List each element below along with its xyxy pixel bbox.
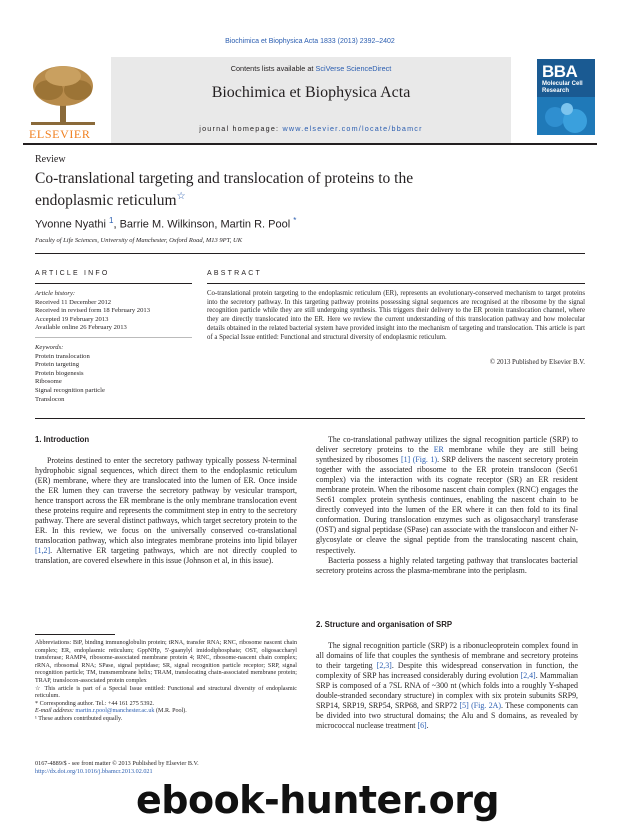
contents-line [111, 64, 511, 73]
sciencedirect-link[interactable]: SciVerse ScienceDirect [315, 64, 392, 73]
special-issue-footnote: ☆ This article is part of a Special Issue entitled: Functional and structural diversity of endoplasmic reticulum. [35, 685, 297, 700]
header-rule [23, 143, 597, 145]
article-history [35, 290, 150, 333]
email-footnote [35, 708, 297, 716]
keyword-item: Protein biogenesis [35, 369, 84, 377]
author-name: Yvonne Nyathi [35, 218, 106, 231]
text-part: . SRP delivers the nascent secretory protein together with the associated ribosome to the ER protein translocon (Sec61 complex) via the interaction with its cognate receptor (SR) an ER resident membrane protein. When the ribosome nascent chain complex (RNC) engages the Sec61 complex protein synthesis continues, enabling the nascent chain to be directly conveyed into the lumen of the ER where it can then fold to its final conformation. During translocation enzymes such as oligosaccharyl transferase (OST) and signal peptidase (SPase) can associate with the translocon and either N-glycosylate or cleave the signal peptide from the translocating nascent chain, respectively. [316, 455, 578, 555]
article-title [35, 170, 455, 210]
cover-subtitle: Molecular Cell Research [542, 81, 583, 94]
text-part: . Despite this widespread conservation in function, the complexity of SRP has increased considerably during evolution [316, 661, 578, 681]
srp-heading: 2. Structure and organisation of SRP [316, 620, 453, 629]
elsevier-wordmark: ELSEVIER [29, 127, 91, 141]
keyword-item: Protein targeting [35, 361, 80, 369]
srp-text [316, 641, 578, 731]
figure-link[interactable]: (Fig. 1) [412, 455, 438, 465]
er-link[interactable]: ER [433, 445, 444, 455]
keywords-rule [35, 337, 192, 338]
author-mark[interactable]: 1 [109, 216, 114, 225]
corresponding-author-mark[interactable]: * [293, 216, 297, 225]
journal-header [23, 57, 597, 143]
citation-link[interactable]: [6] [417, 721, 427, 731]
keyword-item: Translocon [35, 395, 65, 403]
body-rule [35, 418, 585, 419]
history-received: Received 11 December 2012 [35, 298, 112, 306]
footnotes [35, 640, 297, 724]
bacteria-paragraph: Bacteria possess a highly related targeting pathway that translocates bacterial secretory proteins across the plasma-membrane into the periplasm. [316, 555, 578, 575]
citation-link[interactable]: [2,3] [376, 661, 392, 671]
figure-link[interactable]: (Fig. 2A) [471, 701, 501, 711]
homepage-prefix: journal homepage: [199, 124, 283, 133]
text-part: . Mammalian SRP is composed of a 7SL RNA of ~300 nt (which folds into a roughly Y-shaped double-stranded secondary structure) in complex with six protein subunits SRP9, SRP14, SRP19, SRP54, SRP68, and SRP72 [316, 671, 579, 711]
homepage-line [111, 124, 511, 133]
abstract-text: Co-translational protein targeting to the endoplasmic reticulum (ER), represents an evolutionary-conserved mechanism to target proteins into the secretory pathway. In this targeting pathway proteins possessing signal sequences are recognised at the ribosome by the signal recognition particle while they are still undergoing synthesis. This triggers their delivery to the ER protein translocation channel, where they are directly translocated into the ER. Here we review the current understanding of this translocation pathway and how molecular details obtained in the related bacterial system have provided insight into the mechanism of targeting and translocation. This article is part of a Special Issue entitled: Functional and structural diversity of endoplasmic reticulum. [207, 290, 585, 341]
srp-pathway-paragraph [316, 435, 578, 556]
author-list [35, 216, 296, 231]
text-part: . [426, 721, 429, 731]
contents-prefix: Contents lists available at [230, 64, 316, 73]
journal-citation[interactable]: Biochimica et Biophysica Acta 1833 (2013) 2392–2402 [225, 38, 395, 45]
intro-text-part: Proteins destined to enter the secretory pathway typically possess N-terminal hydrophobic signal sequences, which direct them to the endoplasmic reticulum (ER) membrane, where they are translocated into the lumen of ER. Once inside the ER lumen they can traverse the secretory pathway by vesicular transport, hence transport across the ER membrane is the only membrane translocation event these proteins require and represents the commitment step in entry to the secretory pathway. There are several distinct pathways, which target secretory protein to the ER. In this review, we focus on the universally conserved co-translational translocation pathway, which also integrates membrane proteins into lipid bilayer [35, 456, 297, 546]
abbreviations-footnote: Abbreviations: BiP, binding immunoglobulin protein; tRNA, transfer RNA; RNC, ribosome nascent chain complex; ER, endoplasmic reticulum; GppNHp, 5′-guanylyl imidodiphosphate; OST, oligosaccharyl transferase; RAMP4, ribosome-associated membrane protein 4; RNC, ribosome-nascent chain complex; rRNA, ribosomal RNA; SPase, signal peptidase; SR, signal recognition particle receptor; SRP, signal recognition particle; TM, transmembrane helix; TRAM, translocating chain-associated membrane protein; TRAP, translocon-associated protein complex [35, 640, 297, 684]
abstract-heading: ABSTRACT [207, 270, 262, 277]
issn-block [35, 760, 199, 776]
abstract-rule [207, 283, 585, 284]
issn-line: 0167-4889/$ - see front matter © 2013 Published by Elsevier B.V. [35, 760, 199, 767]
cover-artwork [537, 97, 595, 135]
email-label: E-mail address: [35, 708, 76, 715]
article-info-rule [35, 283, 192, 284]
footnote-rule [35, 634, 115, 635]
title-rule [35, 253, 585, 254]
citation-link[interactable]: [1] [400, 455, 411, 465]
author-name: Martin R. Pool [220, 218, 291, 231]
abstract-copyright: © 2013 Published by Elsevier B.V. [489, 359, 585, 366]
keywords-label: Keywords: [35, 344, 64, 351]
srp-paragraph [316, 641, 578, 731]
keyword-item: Signal recognition particle [35, 386, 105, 394]
text-part: membrane while they are still being synthesized by ribosomes [316, 445, 578, 465]
cover-title: BBA [542, 62, 578, 81]
equal-contribution-footnote: ¹ These authors contributed equally. [35, 715, 123, 722]
email-link[interactable]: martin.r.pool@manchester.ac.uk [75, 708, 155, 715]
title-footnote-mark[interactable]: ☆ [176, 191, 186, 202]
journal-name[interactable]: Biochimica et Biophysica Acta [211, 84, 411, 101]
introduction-heading: 1. Introduction [35, 435, 90, 444]
introduction-text [35, 456, 297, 567]
history-revised: Received in revised form 18 February 2013 [35, 307, 150, 315]
history-online: Available online 26 February 2013 [35, 324, 127, 332]
intro-text-part: . Alternative ER targeting pathways, which are not directly coupled to translation, are covered elsewhere in this issue (Johnson et al, in this issue). [35, 546, 297, 566]
journal-cover[interactable] [537, 59, 595, 135]
text-part: The signal recognition particle (SRP) is a ribonucleoprotein complex found in all domains of life that couples the synthesis of membrane and secretory proteins to their targeting [316, 641, 578, 671]
citation-link[interactable]: [5] [459, 701, 469, 711]
keyword-item: Protein translocation [35, 352, 90, 360]
article-type: Review [35, 154, 66, 165]
article-title-text: Co-translational targeting and translocation of proteins to the endoplasmic reticulum [35, 170, 414, 210]
citation-link[interactable]: [2,4] [520, 671, 536, 681]
keyword-item: Ribosome [35, 378, 62, 386]
text-part: . These components can be divided into two structural domains; the Alu and S domains, as revealed by micrococcal nuclease treatment [316, 701, 578, 731]
author-separator: , [113, 218, 120, 231]
keywords [35, 344, 105, 404]
email-suffix: (M.R. Pool). [154, 708, 187, 715]
author-separator: , [214, 218, 221, 231]
history-label: Article history: [35, 290, 76, 297]
corresponding-author-footnote: * Corresponding author. Tel.: +44 161 275 5392. [35, 700, 155, 707]
author-name: Barrie M. Wilkinson [119, 218, 215, 231]
introduction-paragraph [35, 456, 297, 567]
homepage-link[interactable]: www.elsevier.com/locate/bbamcr [282, 124, 423, 133]
elsevier-tree-logo [23, 60, 103, 141]
text-part: The co-translational pathway utilizes the signal recognition particle (SRP) to deliver secretory proteins to the [316, 435, 578, 455]
article-info-heading: ARTICLE INFO [35, 270, 110, 277]
watermark: ebook-hunter.org [136, 778, 500, 822]
history-accepted: Accepted 19 February 2013 [35, 315, 109, 323]
masthead [111, 57, 511, 143]
right-column-text [316, 435, 578, 576]
citation-link[interactable]: [1,2] [35, 546, 51, 556]
affiliation: Faculty of Life Sciences, University of Manchester, Oxford Road, M13 9PT, UK [35, 237, 243, 244]
doi-link[interactable]: http://dx.doi.org/10.1016/j.bbamcr.2013.02.021 [35, 768, 153, 775]
